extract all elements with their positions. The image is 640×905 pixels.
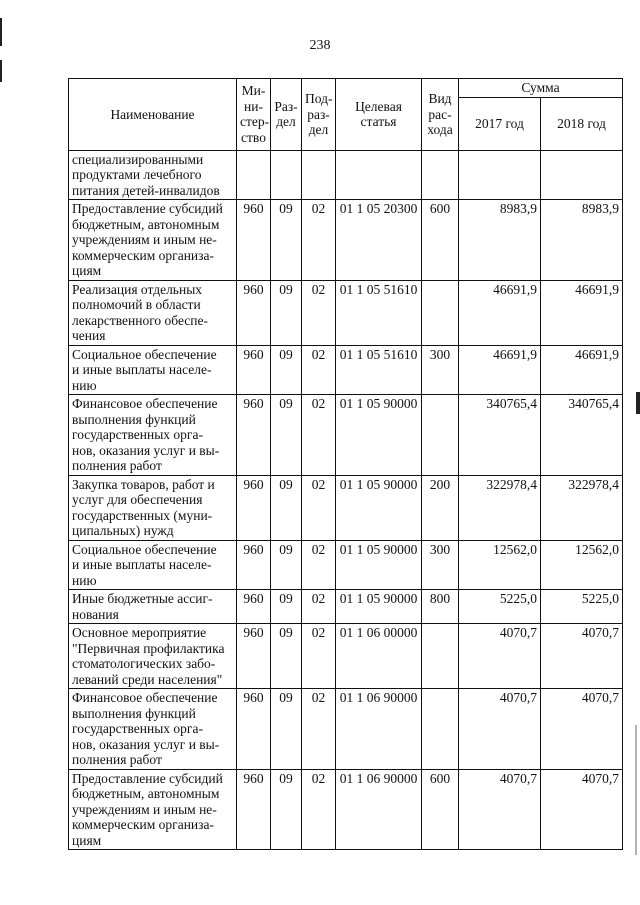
row-ministry: 960 xyxy=(237,590,271,624)
row-section: 09 xyxy=(271,590,302,624)
row-section: 09 xyxy=(271,475,302,540)
table-body xyxy=(69,150,623,850)
row-section: 09 xyxy=(271,280,302,345)
row-subsection: 02 xyxy=(302,200,336,281)
row-sum-2018: 8983,9 xyxy=(541,200,623,281)
row-sum-2018: 5225,0 xyxy=(541,590,623,624)
row-expense-type xyxy=(422,624,459,689)
row-target-article: 01 1 05 90000 xyxy=(336,395,422,476)
header-target-article: Целевая статья xyxy=(336,79,422,151)
row-sum-2017: 340765,4 xyxy=(459,395,541,476)
row-sum-2017: 12562,0 xyxy=(459,540,541,590)
table-row xyxy=(69,280,623,345)
row-expense-type xyxy=(422,395,459,476)
row-section: 09 xyxy=(271,200,302,281)
table-header xyxy=(69,79,623,151)
row-sum-2018: 46691,9 xyxy=(541,345,623,395)
row-sum-2017: 46691,9 xyxy=(459,280,541,345)
row-sum-2018: 4070,7 xyxy=(541,624,623,689)
row-subsection: 02 xyxy=(302,280,336,345)
row-target-article: 01 1 06 90000 xyxy=(336,689,422,770)
table-row xyxy=(69,689,623,770)
row-section: 09 xyxy=(271,540,302,590)
row-section: 09 xyxy=(271,395,302,476)
row-sum-2017: 4070,7 xyxy=(459,624,541,689)
row-name: Финансовое обеспечение выполнения функций государственных орга- нов, оказания услуг и вы- полнения работ xyxy=(69,395,237,476)
table-row xyxy=(69,624,623,689)
row-sum-2018: 12562,0 xyxy=(541,540,623,590)
row-subsection: 02 xyxy=(302,590,336,624)
row-name: Закупка товаров, работ и услуг для обеспечения государственных (муни- ципальных) нужд xyxy=(69,475,237,540)
row-name: Иные бюджетные ассиг- нования xyxy=(69,590,237,624)
table-row xyxy=(69,150,623,200)
row-sum-2017: 5225,0 xyxy=(459,590,541,624)
table-row xyxy=(69,590,623,624)
row-subsection: 02 xyxy=(302,769,336,850)
header-sum: Сумма xyxy=(459,79,623,98)
table-row xyxy=(69,200,623,281)
row-section xyxy=(271,150,302,200)
row-sum-2018: 4070,7 xyxy=(541,689,623,770)
row-expense-type: 600 xyxy=(422,200,459,281)
row-section: 09 xyxy=(271,624,302,689)
row-name: Финансовое обеспечение выполнения функций государственных орга- нов, оказания услуг и вы- полнения работ xyxy=(69,689,237,770)
row-sum-2017: 8983,9 xyxy=(459,200,541,281)
row-target-article: 01 1 05 90000 xyxy=(336,540,422,590)
header-subsection: Под- раз- дел xyxy=(302,79,336,151)
header-year-2017: 2017 год xyxy=(459,97,541,150)
row-name: Предоставление субсидий бюджетным, автономным учреждениям и иным не- коммерческим организа- циям xyxy=(69,200,237,281)
row-target-article: 01 1 06 00000 xyxy=(336,624,422,689)
row-subsection: 02 xyxy=(302,475,336,540)
header-name: Наименование xyxy=(69,79,237,151)
header-section: Раз- дел xyxy=(271,79,302,151)
header-ministry: Ми- ни- стер- ство xyxy=(237,79,271,151)
row-expense-type: 200 xyxy=(422,475,459,540)
row-target-article: 01 1 05 90000 xyxy=(336,475,422,540)
table-row xyxy=(69,475,623,540)
row-subsection: 02 xyxy=(302,540,336,590)
row-target-article: 01 1 06 90000 xyxy=(336,769,422,850)
row-target-article: 01 1 05 90000 xyxy=(336,590,422,624)
row-expense-type xyxy=(422,150,459,200)
scan-mark-left-2 xyxy=(0,60,2,82)
row-subsection xyxy=(302,150,336,200)
row-ministry: 960 xyxy=(237,540,271,590)
row-expense-type xyxy=(422,280,459,345)
row-name: Социальное обеспечение и иные выплаты населе- нию xyxy=(69,540,237,590)
row-sum-2018 xyxy=(541,150,623,200)
row-sum-2017 xyxy=(459,150,541,200)
row-ministry: 960 xyxy=(237,200,271,281)
row-expense-type: 300 xyxy=(422,345,459,395)
budget-table xyxy=(68,78,623,850)
row-ministry: 960 xyxy=(237,395,271,476)
row-ministry: 960 xyxy=(237,689,271,770)
row-sum-2018: 340765,4 xyxy=(541,395,623,476)
row-ministry: 960 xyxy=(237,624,271,689)
row-section: 09 xyxy=(271,345,302,395)
row-sum-2017: 322978,4 xyxy=(459,475,541,540)
row-sum-2018: 322978,4 xyxy=(541,475,623,540)
row-expense-type: 800 xyxy=(422,590,459,624)
table-row xyxy=(69,345,623,395)
row-sum-2017: 4070,7 xyxy=(459,689,541,770)
row-target-article: 01 1 05 20300 xyxy=(336,200,422,281)
scan-mark-right xyxy=(636,392,640,414)
row-subsection: 02 xyxy=(302,395,336,476)
row-sum-2017: 4070,7 xyxy=(459,769,541,850)
page-number: 238 xyxy=(309,38,331,53)
row-ministry: 960 xyxy=(237,475,271,540)
row-expense-type: 600 xyxy=(422,769,459,850)
header-year-2018: 2018 год xyxy=(541,97,623,150)
header-expense-type: Вид рас- хода xyxy=(422,79,459,151)
row-target-article xyxy=(336,150,422,200)
row-name: Социальное обеспечение и иные выплаты населе- нию xyxy=(69,345,237,395)
row-name: Предоставление субсидий бюджетным, автономным учреждениям и иным не- коммерческим организа- циям xyxy=(69,769,237,850)
scan-mark-right-2 xyxy=(635,725,637,855)
row-sum-2018: 46691,9 xyxy=(541,280,623,345)
row-name: специализированными продуктами лечебного питания детей-инвалидов xyxy=(69,150,237,200)
scan-mark-left xyxy=(0,18,2,46)
row-expense-type: 300 xyxy=(422,540,459,590)
row-name: Реализация отдельных полномочий в области лекарственного обеспе- чения xyxy=(69,280,237,345)
table-row xyxy=(69,540,623,590)
row-target-article: 01 1 05 51610 xyxy=(336,280,422,345)
row-sum-2018: 4070,7 xyxy=(541,769,623,850)
table-row xyxy=(69,395,623,476)
table-row xyxy=(69,769,623,850)
row-subsection: 02 xyxy=(302,689,336,770)
row-ministry: 960 xyxy=(237,769,271,850)
row-ministry: 960 xyxy=(237,345,271,395)
row-target-article: 01 1 05 51610 xyxy=(336,345,422,395)
row-subsection: 02 xyxy=(302,624,336,689)
row-ministry xyxy=(237,150,271,200)
row-section: 09 xyxy=(271,769,302,850)
row-expense-type xyxy=(422,689,459,770)
row-section: 09 xyxy=(271,689,302,770)
row-ministry: 960 xyxy=(237,280,271,345)
row-subsection: 02 xyxy=(302,345,336,395)
row-name: Основное мероприятие "Первичная профилактика стоматологических забо- леваний среди населения" xyxy=(69,624,237,689)
row-sum-2017: 46691,9 xyxy=(459,345,541,395)
